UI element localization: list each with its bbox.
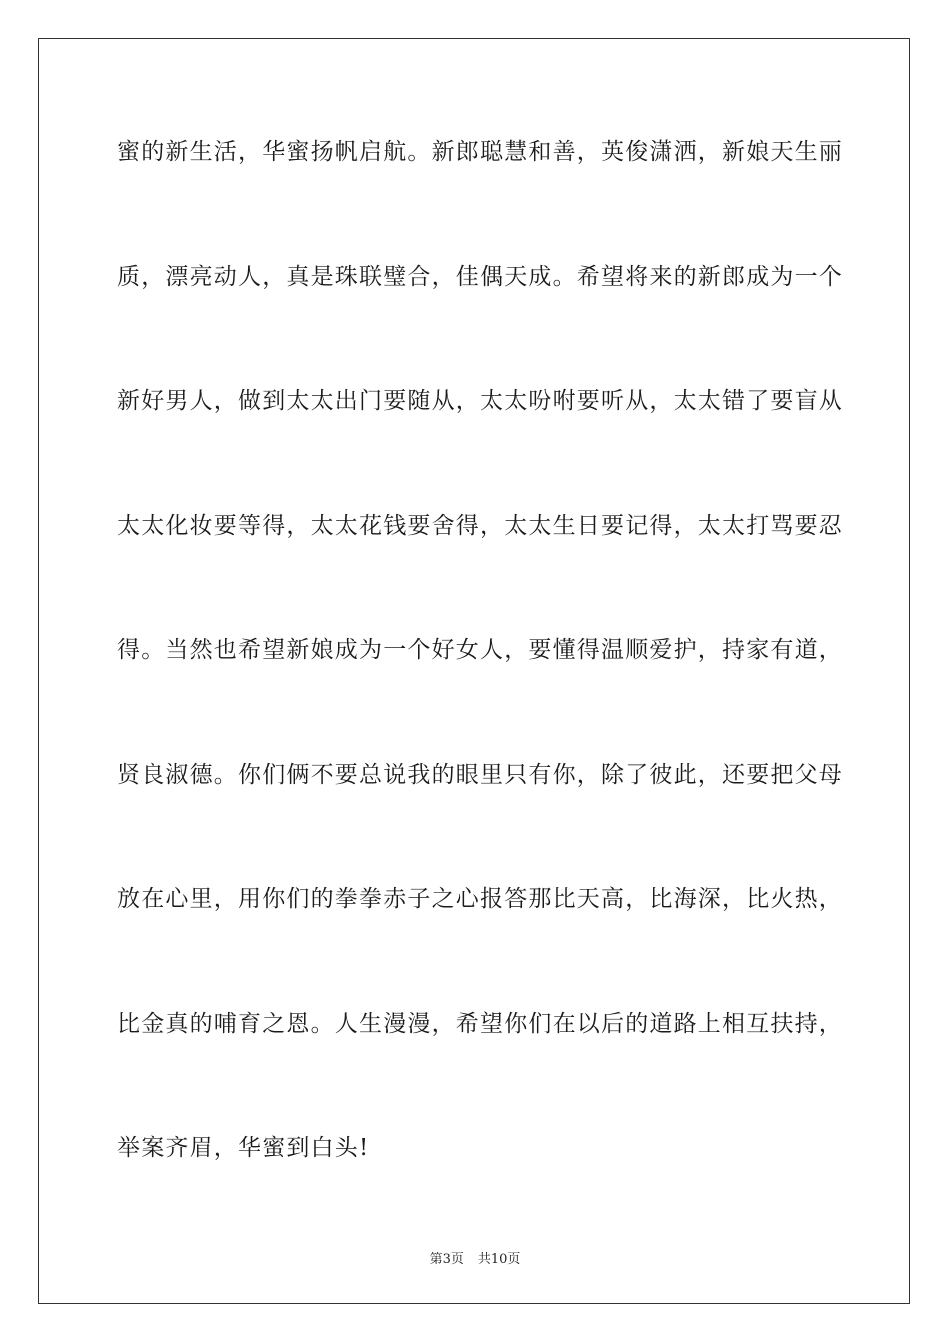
paragraph-line: 太太化妆要等得，太太花钱要舍得，太太生日要记得，太太打骂要忍	[117, 512, 843, 539]
page-number: 第3页	[429, 1252, 464, 1267]
paragraph-line-final: 举案齐眉，华蜜到白头!	[117, 1135, 370, 1161]
paragraph-line: 贤良淑德。你们俩不要总说我的眼里只有你，除了彼此，还要把父母	[117, 761, 843, 788]
document-body	[117, 127, 843, 1248]
paragraph-line: 比金真的哺育之恩。人生漫漫，希望你们在以后的道路上相互扶持，	[117, 1010, 843, 1037]
paragraph-line: 蜜的新生活，华蜜扬帆启航。新郎聪慧和善，英俊潇洒，新娘天生丽	[117, 139, 843, 165]
page-footer	[0, 1248, 950, 1267]
paragraph-line: 新好男人，做到太太出门要随从，太太吩咐要听从，太太错了要盲从	[117, 388, 843, 414]
paragraph-line: 质，漂亮动人，真是珠联璧合，佳偶天成。希望将来的新郎成为一个	[117, 263, 843, 290]
paragraph-line: 放在心里，用你们的拳拳赤子之心报答那比天高，比海深，比火热，	[117, 886, 843, 912]
page-total: 共10页	[477, 1252, 521, 1267]
paragraph-line: 得。当然也希望新娘成为一个好女人，要懂得温顺爱护，持家有道，	[117, 637, 843, 663]
